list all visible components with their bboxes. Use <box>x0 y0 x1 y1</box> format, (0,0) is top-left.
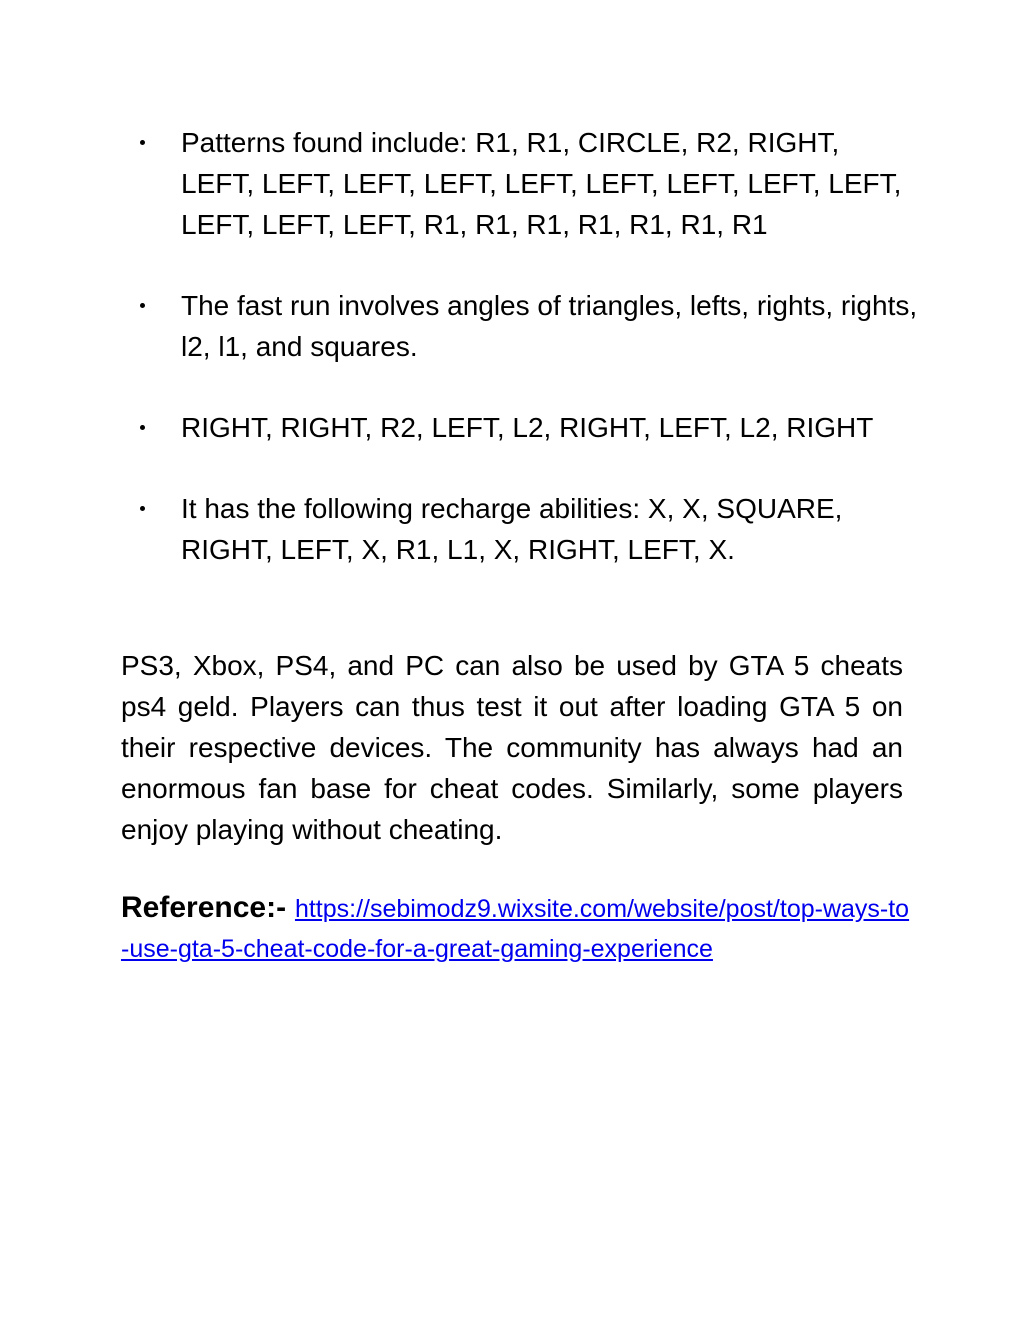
reference-link[interactable]: https://sebimodz9.wixsite.com/website/post/top-ways-to-use-gta-5-cheat-code-for-a-great-gaming-experience <box>121 895 910 963</box>
bullet-dot-icon <box>140 425 145 430</box>
reference-line <box>121 890 911 971</box>
bullet-item-fast-run <box>140 285 920 367</box>
reference-label: Reference:- <box>121 891 287 924</box>
bullet-item-patterns <box>140 122 920 245</box>
body-paragraph: PS3, Xbox, PS4, and PC can also be used by GTA 5 cheats ps4 geld. Players can thus test it out after loading GTA 5 on their respective devices. The community has always had an enormous fan base for cheat codes. Similarly, some players enjoy playing without cheating. <box>121 650 903 845</box>
bullet-dot-icon <box>140 506 145 511</box>
bullet-text: The fast run involves angles of triangles, lefts, rights, rights, l2, l1, and squares. <box>181 290 918 362</box>
bullet-text: Patterns found include: R1, R1, CIRCLE, R2, RIGHT, LEFT, LEFT, LEFT, LEFT, LEFT, LEFT, LEFT, LEFT, LEFT, LEFT, LEFT, LEFT, R1, R1, R1, R1, R1, R1, R1 <box>181 127 902 240</box>
bullet-dot-icon <box>140 303 145 308</box>
bullet-item-recharge <box>140 488 920 570</box>
bullet-list <box>140 122 920 610</box>
bullet-item-sequence <box>140 407 920 448</box>
bullet-dot-icon <box>140 140 145 145</box>
bullet-text: RIGHT, RIGHT, R2, LEFT, L2, RIGHT, LEFT, L2, RIGHT <box>181 412 874 443</box>
bullet-text: It has the following recharge abilities: X, X, SQUARE, RIGHT, LEFT, X, R1, L1, X, RIGHT, LEFT, X. <box>181 493 843 565</box>
